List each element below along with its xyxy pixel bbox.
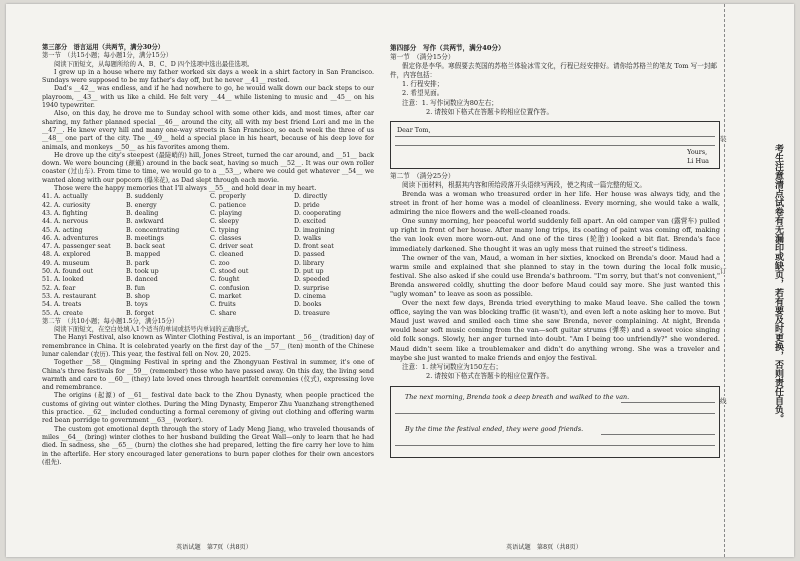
letter-signature bbox=[687, 148, 709, 166]
option-item: B. shop bbox=[126, 292, 150, 300]
option-item: D. passed bbox=[294, 251, 325, 259]
option-item: C. sleepy bbox=[210, 218, 239, 226]
section3-part2-heading: 第二节 （共10小题；每小题1.5分，满分15分） bbox=[42, 317, 179, 325]
option-item: C. fruits bbox=[210, 301, 236, 309]
task1-note: 2. 请按如下格式在答题卡的相应位置作答。 bbox=[426, 107, 554, 116]
option-item: B. forget bbox=[126, 309, 155, 317]
option-item: C. confusion bbox=[210, 284, 250, 292]
continuation-opening-2: By the time the festival ended, they were good friends. bbox=[405, 424, 584, 433]
answer-line bbox=[395, 413, 715, 414]
option-item: B. meetings bbox=[126, 234, 164, 242]
section4-part1-heading: 第一节 （满分15分） bbox=[390, 53, 455, 62]
answer-line bbox=[395, 145, 715, 146]
continuation-answer-box bbox=[390, 386, 720, 458]
option-item: B. mapped bbox=[126, 251, 161, 259]
option-item: 41. A. actually bbox=[42, 193, 88, 201]
cloze-paragraph: Dad's __42__ was endless, and if he had nowhere to go, he would walk down our back steps to our playroom, __43__ with us like a child. He felt very __44__ while listening to music and __45__ on his 1940 typewriter. bbox=[42, 85, 374, 110]
option-item: 43. A. fighting bbox=[42, 209, 88, 217]
option-item: D. pride bbox=[294, 201, 320, 209]
option-item: D. cooperating bbox=[294, 209, 342, 217]
option-item: D. put up bbox=[294, 268, 324, 276]
cloze-paragraph: Also, on this day, he drove me to Sunday school with some other kids, and most times, after car sharing, my father planned special __46__ around the city, all with my best friend Lori and me in the __47__. He knew every hill and many one-way streets in San Francisco, so each week the three of us __48__ one part of the city. The __49__ held a special place in his heart, because of his deep love for animals, and monkeys __50__ as his favorites among them. bbox=[42, 110, 374, 151]
option-item: D. speeded bbox=[294, 276, 330, 284]
task1-point: 1. 行程安排； bbox=[402, 80, 444, 89]
option-item: D. front seat bbox=[294, 243, 334, 251]
task1-point: 2. 希望见面。 bbox=[402, 89, 444, 98]
option-item: 51. A. looked bbox=[42, 276, 84, 284]
option-item: B. energy bbox=[126, 201, 157, 209]
section4-title: 第四部分 写作（共两节，满分40分） bbox=[390, 44, 505, 52]
task2-note: 2. 请按如下格式在答题卡的相应位置作答。 bbox=[426, 371, 554, 380]
option-item: C. typing bbox=[210, 226, 239, 234]
option-item: C. driver seat bbox=[210, 243, 254, 251]
option-item: D. cinema bbox=[294, 292, 326, 300]
story-paragraph: One sunny morning, her peaceful world suddenly fell apart. An old camper van (露营车) pulled up right in front of her house. After many long trips, its coating of paint was coming off, making the van look even more worn-out. And one of the tires (轮胎) looked a bit flat. Brenda's face immediately darkened. She thought it was an ugly mess that ruined the street's tidiness. bbox=[390, 217, 720, 253]
answer-line bbox=[395, 445, 715, 446]
section3-part2-instruction: 阅读下面短文，在空白处填入1个适当的单词或括号内单词的正确形式。 bbox=[54, 326, 254, 334]
answer-line bbox=[621, 402, 715, 403]
option-item: C. stood out bbox=[210, 268, 249, 276]
cloze-paragraph: He drove up the city's steepest (最陡峭的) hill, Jones Street, turned the car around, and __51__ back down. We were bouncing (颠簸) around in the back seat, having so much __52__. It was our own roller coaster (过山车). From time to time, we would go to a __53__, where we could get whatever __54__ we wanted along with our popcorn (爆米花), as Dad slept through each movie. bbox=[42, 151, 374, 184]
option-item: 47. A. passenger seat bbox=[42, 243, 111, 251]
side-notice: 考生注意清点试卷有无漏印或缺页，若有要及时更换，否则责任自负。 bbox=[773, 144, 783, 423]
option-item: 53. A. restaurant bbox=[42, 292, 97, 300]
option-item: 42. A. curiosity bbox=[42, 201, 91, 209]
task2-note: 注意：1. 续写词数应为150左右； bbox=[402, 362, 503, 371]
option-item: D. surprise bbox=[294, 284, 330, 292]
option-item: D. imagining bbox=[294, 226, 335, 234]
option-item: 50. A. found out bbox=[42, 268, 94, 276]
option-item: B. park bbox=[126, 259, 150, 267]
writing-task2: 阅读下面材料，根据其内容和所给段落开头语续写两段，使之构成一篇完整的短文。 bbox=[402, 180, 646, 189]
option-item: 55. A. create bbox=[42, 309, 83, 317]
continuation-opening-1: The next morning, Brenda took a deep breath and walked to the van. bbox=[405, 392, 630, 401]
option-item: 48. A. explored bbox=[42, 251, 91, 259]
option-item: C. market bbox=[210, 292, 242, 300]
option-item: D. directly bbox=[294, 193, 328, 201]
option-item: C. fought bbox=[210, 276, 240, 284]
option-item: C. patience bbox=[210, 201, 246, 209]
option-item: C. cleaned bbox=[210, 251, 244, 259]
task1-note: 注意：1. 写作词数应为80左右； bbox=[402, 98, 498, 107]
option-item: C. zoo bbox=[210, 259, 230, 267]
story-paragraph: Brenda was a woman who treasured order in her life. Her house was always tidy, and the street in front of her home was a model of cleanliness. Every morning, she would take a walk, admiring the nice flowers and the well-cleaned roads. bbox=[390, 189, 720, 217]
story-paragraph: Over the next few days, Brenda tried everything to make Maud leave. She called the town office, saying the van was blocking traffic (it wasn't), and even left a note asking her to move. But Maud just waved and smiled each time she saw Brenda, never complaining. At night, Brenda would hear soft music coming from the van—soft guitar strums (弹奏) and a sweet voice singing old folk songs. Slowly, her anger turned into doubt. "Am I being too unfriendly?" she wondered. Maud didn't seem like a troublemaker and didn't do anything wrong. She was a traveler and maybe she just wanted to make friends and enjoy the festival. bbox=[390, 299, 720, 362]
option-item: D. walks bbox=[294, 234, 322, 242]
option-item: B. suddenly bbox=[126, 193, 164, 201]
option-item: D. books bbox=[294, 301, 322, 309]
cloze-options bbox=[42, 193, 374, 317]
cloze-paragraph: I grew up in a house where my father worked six days a week in a shirt factory in San Francisco. Sundays were supposed to be my father's day off, but he never __41__ rested. bbox=[42, 68, 374, 85]
exam-sheet bbox=[6, 4, 794, 557]
option-item: 54. A. treats bbox=[42, 301, 82, 309]
option-item: B. dealing bbox=[126, 209, 159, 217]
letter-closing: Yours, bbox=[687, 147, 708, 156]
binding-label: 线 bbox=[720, 397, 727, 405]
answer-line bbox=[395, 136, 715, 137]
story-paragraph: The owner of the van, Maud, a woman in her sixties, knocked on Brenda's door. Maud had a warm smile and explained that she planned to stay in the town during the local folk music festival. She also asked if she could use Brenda's bathroom. "I'm sorry, but that's not convenient," Brenda answered coldly, shutting the door before Maud could say more. She just wanted this "ugly woman" to leave as soon as possible. bbox=[390, 253, 720, 298]
option-item: 52. A. fear bbox=[42, 284, 76, 292]
option-item: B. back seat bbox=[126, 243, 166, 251]
fill-paragraph: Together __58__ Qingming Festival in spring and the Zhongyuan Festival in summer, it's one of China's three festivals for __59__ (remember) those who have passed away. On this day, the living send warmth and care to __60__ (they) late loved ones through heartfelt ceremonies (仪式), expressing love and remembrance. bbox=[42, 359, 374, 392]
letter-name: Li Hua bbox=[687, 156, 709, 165]
fill-paragraph: The Hanyi Festival, also known as Winter Clothing Festival, is an important __56__ (tradition) day of remembrance in China. It is celebrated yearly on the first day of the __57__ (ten) month of the Chinese lunar calendar (农历). This year, the festival fell on Nov. 20, 2025. bbox=[42, 334, 374, 358]
option-item: C. classes bbox=[210, 234, 242, 242]
fill-paragraph: The custom got emotional depth through the story of Lady Meng Jiang, who traveled thousands of miles __64__ (bring) winter clothes to her husband building the Great Wall—only to learn that he had died. In sadness, she __65__ (burn) the clothes she had prepared, letting the fire carry her love to him in the afterlife. Her story encouraged later generations to burn paper clothes for their own ancestors (祖先). bbox=[42, 425, 374, 466]
option-item: D. treasure bbox=[294, 309, 330, 317]
option-item: C. playing bbox=[210, 209, 243, 217]
option-item: C. properly bbox=[210, 193, 246, 201]
section3-title: 第三部分 语言运用（共两节，满分30分） bbox=[42, 44, 165, 51]
writing-task1: 假定你是李华。寒假要去英国的苏格兰体验冰雪文化，行程已经安排好。请你给苏格兰的笔友 Tom 写一封邮件，内容包括： bbox=[390, 62, 718, 80]
option-item: B. awkward bbox=[126, 218, 164, 226]
section4-part2-heading: 第二节 （满分25分） bbox=[390, 171, 455, 180]
option-item: D. excited bbox=[294, 218, 326, 226]
binding-label: 装 bbox=[720, 135, 727, 143]
option-item: C. share bbox=[210, 309, 237, 317]
option-item: B. took up bbox=[126, 268, 159, 276]
page-8 bbox=[390, 44, 720, 458]
option-item: 45. A. acting bbox=[42, 226, 83, 234]
option-item: B. danced bbox=[126, 276, 158, 284]
section3-part1-instruction: 阅读下面短文，从每题所给的 A、B、C、D 四个选项中选出最佳选项。 bbox=[54, 60, 254, 68]
binding-label: 订 bbox=[720, 267, 727, 275]
footer-page-8: 英语试题 第8页（共8页） bbox=[506, 544, 582, 551]
letter-salutation: Dear Tom, bbox=[397, 125, 431, 134]
page-7 bbox=[42, 44, 374, 467]
option-item: 49. A. museum bbox=[42, 259, 90, 267]
section3-part1-heading: 第一节 （共15小题；每小题1分，满分15分） bbox=[42, 52, 173, 60]
option-item: 44. A. nervous bbox=[42, 218, 88, 226]
binding-line bbox=[724, 4, 726, 557]
option-item: B. fun bbox=[126, 284, 146, 292]
option-item: B. toys bbox=[126, 301, 148, 309]
option-item: 46. A. adventures bbox=[42, 234, 99, 242]
option-item: B. concentrating bbox=[126, 226, 180, 234]
footer-page-7: 英语试题 第7页（共8页） bbox=[176, 544, 252, 551]
option-item: D. library bbox=[294, 259, 325, 267]
cloze-paragraph: Those were the happy memories that I'll always __55__ and hold dear in my heart. bbox=[54, 185, 317, 193]
letter-answer-box bbox=[390, 121, 720, 169]
answer-line bbox=[601, 434, 715, 435]
fill-paragraph: The origins (起源) of __61__ festival date back to the Zhou Dynasty, when people practiced the customs of giving out winter clothes. During the Ming Dynasty, Emperor Zhu Yuanzhang strengthened this practice. __62__ included conducting a formal ceremony of giving out clothing and offering warm red bean porridge to government __63__ (worker). bbox=[42, 392, 374, 425]
